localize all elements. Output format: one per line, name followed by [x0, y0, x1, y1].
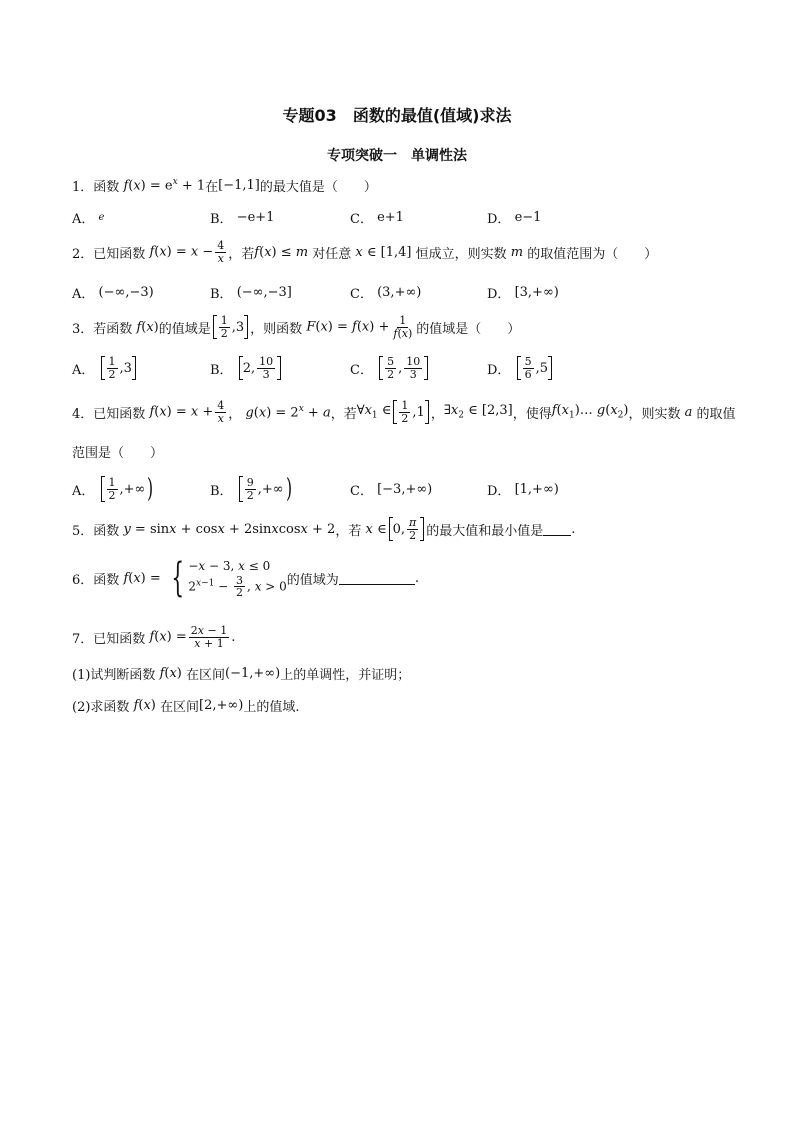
formula: $f(x) = e^x + 1$ — [123, 177, 206, 194]
formula: f(x) = x − $\frac{4}{x}$ — [149, 239, 225, 265]
question-6: 6． 函数 f(x) = { −x − 3, x ≤ 0 $2^{x-1}$ − $\frac{3}{2}$ , x > 0 的值域为 . — [72, 555, 419, 602]
answer-blank[interactable] — [543, 523, 571, 536]
q4-option-a[interactable]: A． $\frac{1}{2}$ ,+∞ ) — [72, 476, 161, 502]
formula: m — [510, 244, 524, 260]
q1-option-d[interactable]: D． e−1 — [487, 210, 542, 227]
question-7: 7． 已知函数 f(x) = $\frac{2x - 1}{x + 1}$ . — [72, 624, 236, 650]
interval-bracket: $\frac{1}{2}$ ,3 — [213, 315, 248, 339]
q3-option-b[interactable]: B． 2, $\frac{10}{3}$ — [210, 356, 283, 380]
formula: f(x) = — [123, 570, 165, 586]
formula: F(x) = f(x) + $\frac{1}{f(x)}$ — [306, 314, 413, 340]
formula: f(x) — [159, 666, 187, 681]
piecewise-formula: { −x − 3, x ≤ 0 $2^{x-1}$ − $\frac{3}{2}$ , x > 0 — [171, 555, 287, 602]
question-3: 3． 若函数 f(x) 的值域是 $\frac{1}{2}$ ,3 ，则函数 F(x) = f(x) + $\frac{1}{f(x)}$ 的值域是（ ） — [72, 314, 521, 340]
formula: $\exists x_2$ ∈ [2,3] — [443, 403, 513, 421]
q3-option-a[interactable]: A． $\frac{1}{2}$ ,3 — [72, 356, 138, 380]
formula: f(x) = $\frac{2x - 1}{x + 1}$ — [149, 624, 228, 650]
q2-option-d[interactable]: D． [3,+∞) — [487, 285, 559, 302]
formula: a — [684, 404, 693, 420]
answer-blank[interactable] — [339, 572, 415, 585]
q3-option-d[interactable]: D． $\frac{5}{6}$ ,5 — [487, 356, 554, 380]
section-subtitle: 专项突破一 单调性法 — [327, 148, 467, 164]
formula: $\forall x_1$ ∈ — [356, 403, 392, 421]
formula: $f(x_1)\dots$ $g(x_2)$ — [551, 403, 629, 421]
formula: f(x) — [133, 698, 161, 713]
formula: f(x) = x + $\frac{4}{x}$ — [149, 399, 225, 425]
formula: f(x) — [136, 319, 159, 335]
formula: y = sinx + cosx + 2sinxcosx + 2 — [123, 521, 336, 537]
q2-option-c[interactable]: C． (3,+∞) — [350, 285, 422, 302]
q4-option-d[interactable]: D． [1,+∞) — [487, 482, 559, 499]
formula: x ∈ — [365, 521, 387, 537]
q1-option-b[interactable]: B． −e+1 — [210, 210, 275, 227]
q2-option-a[interactable]: A． (−∞,−3) — [72, 285, 154, 302]
question-5: 5． 函数 y = sinx + cosx + 2sinxcosx + 2 ，若 x ∈ 0, $\frac{\pi}{2}$ 的最大值和最小值是 . — [72, 516, 576, 542]
question-2: 2． 已知函数 f(x) = x − $\frac{4}{x}$ ，若 f(x) ≤ m 对任意 x ∈ [1,4] 恒成立，则实数 m 的取值范围为（ ） — [72, 239, 658, 265]
formula: f(x) ≤ m — [254, 244, 309, 260]
q2-option-b[interactable]: B． (−∞,−3] — [210, 285, 292, 302]
question-7-part-2: (2)求函数 f(x) 在区间 [2,+∞) 上的值域. — [72, 698, 300, 715]
question-1: 1． 函数 $f(x) = e^x + 1$ 在 [−1,1] 的最大值是（ ） — [72, 177, 377, 195]
page-title: 专题03 函数的最值(值域)求法 — [282, 106, 512, 125]
formula: x ∈ [1,4] — [355, 244, 416, 260]
q3-option-c[interactable]: C． $\frac{5}{2}$ , $\frac{10}{3}$ — [350, 356, 430, 380]
question-4-cont: 范围是（ ） — [72, 446, 164, 461]
q1-option-c[interactable]: C． e+1 — [350, 210, 404, 227]
q4-option-c[interactable]: C． [−3,+∞) — [350, 482, 433, 499]
formula: $g(x) = 2^x + a$ — [245, 403, 331, 421]
question-7-part-1: (1)试判断函数 f(x) 在区间 (−1,+∞) 上的单调性，并证明； — [72, 666, 411, 683]
q1-option-a[interactable]: A． e — [72, 212, 105, 227]
q4-option-b[interactable]: B． $\frac{9}{2}$ ,+∞ ) — [210, 476, 299, 502]
question-4: 4． 已知函数 f(x) = x + $\frac{4}{x}$ ， $g(x) = 2^x + a$ ，若 $\forall x_1$ ∈ $\frac{1}{2}$ ,1 ， $\exists x_2$ ∈ [2,3] ，使得 $f(x_1)\dots$ $g(x_2)$ ，则实数 a 的取值 — [72, 399, 736, 425]
